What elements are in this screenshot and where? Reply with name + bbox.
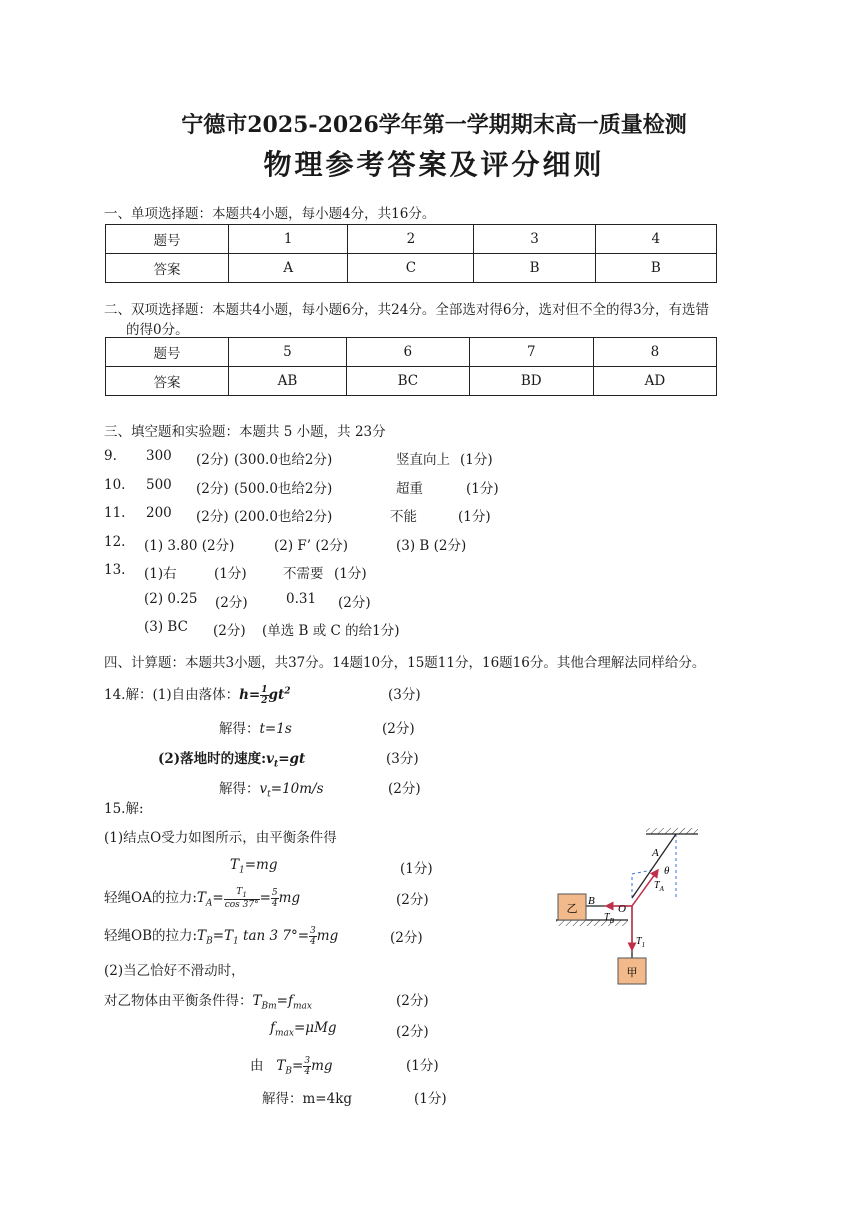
table-cell: AD <box>593 367 716 396</box>
q9-score: (2分) <box>196 452 229 468</box>
page-title: 宁德市2025-2026学年第一学期期末高一质量检测 <box>181 112 687 138</box>
table-cell: AB <box>229 367 347 396</box>
table-row <box>106 367 717 396</box>
q12-part2: (2) F’ (2分) <box>274 538 348 554</box>
q11-score-b: (1分) <box>458 509 491 525</box>
q9-score-b: (1分) <box>460 452 493 468</box>
q14-l2-expr: t=1s <box>259 721 292 737</box>
q11-answer-b: 不能 <box>390 509 417 525</box>
point-a-label: A <box>652 847 659 859</box>
table-cell: 5 <box>229 338 347 367</box>
q10-note: (500.0也给2分) <box>234 481 333 497</box>
q15-line6 <box>104 989 312 1012</box>
q13-l2-score-b: (2分) <box>338 595 371 611</box>
max-friction-formula: $f_{max}=\mu Mg$ <box>270 1020 337 1039</box>
table-cell: BD <box>469 367 593 396</box>
q15-line3 <box>104 886 300 910</box>
row-label: 题号 <box>106 338 229 367</box>
q14-line3 <box>158 747 305 770</box>
ceiling <box>646 828 698 834</box>
section1-table <box>105 224 717 283</box>
q11-note: (200.0也给2分) <box>234 509 333 525</box>
table-cell: A <box>229 254 348 283</box>
block-yi-label: 乙 <box>566 903 578 915</box>
q14-l3-score: (3分) <box>386 751 419 767</box>
q10-score-b: (1分) <box>466 481 499 497</box>
force-t1-label: $T_1$ <box>636 936 646 949</box>
table-cell: 6 <box>346 338 469 367</box>
q15-line5: (2)当乙恰好不滑动时， <box>104 963 245 979</box>
q15-l7-score: (2分) <box>396 1024 429 1040</box>
q15-l8-label: 由 <box>250 1058 264 1074</box>
tension-ob-formula: $T_B=T_1$ tan 3 7°= $\frac{3}{4}$ mg <box>197 926 339 947</box>
q9-answer: 300 <box>146 448 172 464</box>
section2-table <box>105 337 717 396</box>
force-ta-label: $T_A$ <box>654 880 664 893</box>
table-cell: C <box>348 254 474 283</box>
table-cell: 1 <box>229 225 348 254</box>
q12-number: 12. <box>104 534 126 550</box>
q13-l2-score: (2分) <box>215 595 248 611</box>
q14-l4-label: 解得： <box>219 781 260 797</box>
q11-answer: 200 <box>146 505 172 521</box>
velocity-formula: $v_t=gt$ <box>266 751 306 770</box>
q15-line9 <box>262 1087 352 1107</box>
tension-b-formula: $T_B=$ $\frac{3}{4}$ mg <box>276 1056 333 1077</box>
tension-oa-formula: $T_A=$ $\frac{T_1}{\cos 37^\circ}$ = $\frac{5}{4}$ mg <box>196 886 301 911</box>
q10-answer-b: 超重 <box>396 481 423 497</box>
q15-l3-score: (2分) <box>396 892 429 908</box>
free-fall-formula: h= $\frac{1}{2}$ $gt^2$ <box>239 685 291 706</box>
q13-number: 13. <box>104 562 126 578</box>
q14-l1-score: (3分) <box>388 687 421 703</box>
balance-formula: $T_1=mg$ <box>230 857 278 876</box>
row-label: 题号 <box>106 225 229 254</box>
q15-l9-expr: m=4kg <box>302 1091 353 1107</box>
floor <box>556 920 628 926</box>
block-jia-label: 甲 <box>626 967 638 979</box>
q15-l6-score: (2分) <box>396 993 429 1009</box>
point-b-label: B <box>588 895 595 907</box>
q15-l2-score: (1分) <box>400 861 433 877</box>
q13-l1-answer-b: 不需要 <box>283 566 324 582</box>
section2-heading-cont: 的得0分。 <box>126 322 189 338</box>
q13-l3-note: (单选 B 或 C 的给1分) <box>262 623 400 639</box>
q14-l2-label: 解得： <box>219 721 260 737</box>
q14-line2 <box>219 717 292 737</box>
q13-l3-score: (2分) <box>213 623 246 639</box>
q9-number: 9. <box>104 448 117 464</box>
q15-line8 <box>250 1054 333 1077</box>
q13-l1-answer: (1)右 <box>144 566 177 582</box>
q14-line1 <box>104 683 290 706</box>
q9-answer-b: 竖直向上 <box>396 452 450 468</box>
q13-l1-score: (1分) <box>214 566 247 582</box>
q15-l9-label: 解得： <box>262 1091 303 1107</box>
q11-number: 11. <box>104 505 126 521</box>
q15-l8-score: (1分) <box>406 1058 439 1074</box>
force-tb-label: $T_B$ <box>604 912 614 925</box>
row-label: 答案 <box>106 367 229 396</box>
q12-part1: (1) 3.80 (2分) <box>144 538 235 554</box>
q15-line4 <box>104 924 338 947</box>
section1-heading: 一、单项选择题：本题共4小题，每小题4分，共16分。 <box>104 206 436 222</box>
table-cell: 2 <box>348 225 474 254</box>
section3-heading: 三、填空题和实验题：本题共 5 小题，共 23分 <box>104 424 386 440</box>
q13-l1-score-b: (1分) <box>334 566 367 582</box>
table-row <box>106 225 717 254</box>
q15-line1: (1)结点O受力如图所示，由平衡条件得 <box>104 830 337 846</box>
q14-l1-label: 14.解：(1)自由落体： <box>104 687 240 703</box>
section4-heading: 四、计算题：本题共3小题，共37分。14题10分，15题11分，16题16分。其他合理解法同样给分。 <box>104 655 706 671</box>
section2-heading: 二、双项选择题：本题共4小题，每小题6分，共24分。全部选对得6分，选对但不全的得3分，有选错 <box>104 302 710 318</box>
q10-score: (2分) <box>196 481 229 497</box>
table-row <box>106 254 717 283</box>
table-cell: 7 <box>469 338 593 367</box>
q12-part3: (3) B (2分) <box>396 538 467 554</box>
row-label: 答案 <box>106 254 229 283</box>
table-cell: 4 <box>595 225 716 254</box>
velocity-result: $v_t=10m/s$ <box>259 781 324 800</box>
point-o-label: O <box>618 903 626 915</box>
friction-balance-formula: $T_{Bm}=f_{max}$ <box>252 993 312 1012</box>
q14-l2-score: (2分) <box>382 721 415 737</box>
q13-l2-answer-b: 0.31 <box>286 591 317 607</box>
q9-note: (300.0也给2分) <box>234 452 333 468</box>
table-row <box>106 338 717 367</box>
q10-answer: 500 <box>146 477 172 493</box>
theta-label: θ <box>664 865 670 877</box>
q14-l4-score: (2分) <box>388 781 421 797</box>
q15-l4-label: 轻绳OB的拉力: <box>104 928 198 944</box>
q13-l2-answer: (2) 0.25 <box>144 591 198 607</box>
q15-l4-score: (2分) <box>390 930 423 946</box>
q15-l9-score: (1分) <box>414 1091 447 1107</box>
table-cell: 8 <box>593 338 716 367</box>
force-diagram <box>530 820 710 990</box>
table-cell: B <box>595 254 716 283</box>
q11-score: (2分) <box>196 509 229 525</box>
q15-title: 15.解: <box>104 801 144 817</box>
q13-l3-answer: (3) BC <box>144 619 188 635</box>
table-cell: BC <box>346 367 469 396</box>
page-subtitle: 物理参考答案及评分细则 <box>263 148 605 181</box>
q14-l3-label: (2)落地时的速度: <box>158 751 267 767</box>
q14-line4 <box>219 777 324 800</box>
table-cell: B <box>474 254 595 283</box>
q15-l3-label: 轻绳OA的拉力: <box>104 890 197 906</box>
q15-l6-label: 对乙物体由平衡条件得： <box>104 993 253 1009</box>
q10-number: 10. <box>104 477 126 493</box>
table-cell: 3 <box>474 225 595 254</box>
